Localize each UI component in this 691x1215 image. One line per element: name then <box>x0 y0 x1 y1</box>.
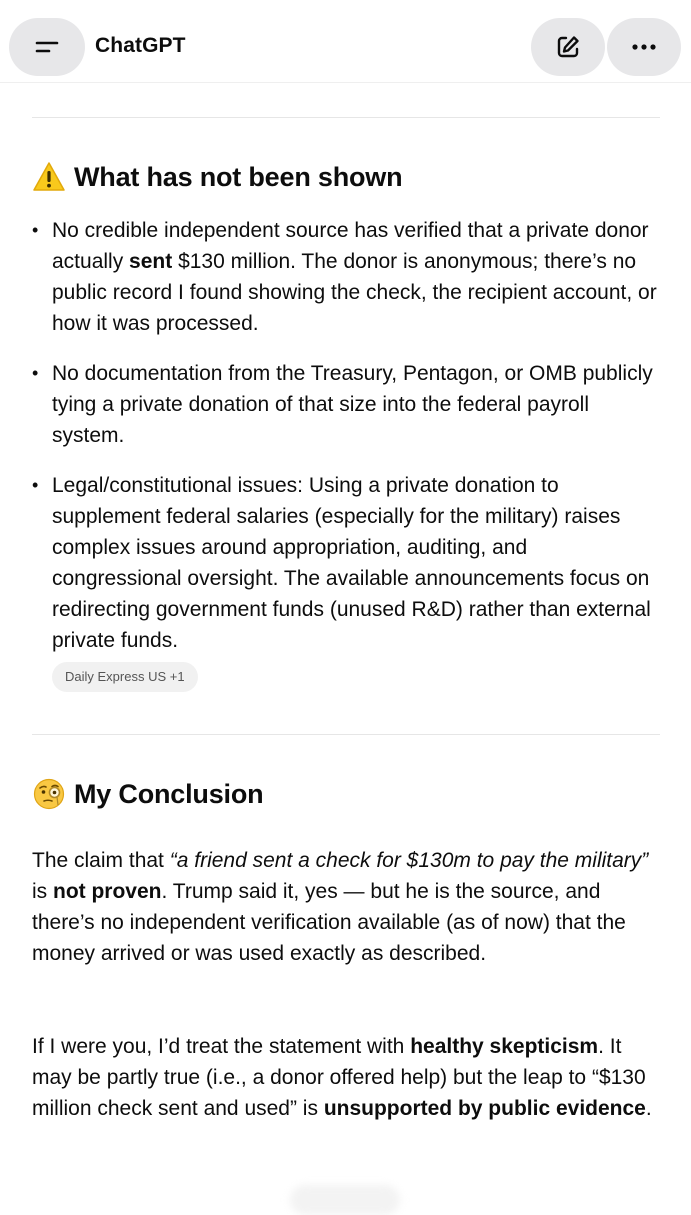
advice-paragraph <box>32 1031 662 1124</box>
heading-text: What has not been shown <box>74 161 403 192</box>
warning-icon <box>32 160 66 194</box>
top-bar <box>0 0 691 83</box>
more-button[interactable] <box>607 18 681 76</box>
heading-text: My Conclusion <box>74 778 264 809</box>
monocle-face-icon <box>32 777 66 811</box>
app-title: ChatGPT <box>95 34 186 57</box>
list-item <box>32 215 662 339</box>
text-run: is <box>32 880 53 903</box>
italic-quote: “a friend sent a check for $130m to pay the military” <box>169 849 649 872</box>
bold-text: sent <box>129 250 173 273</box>
conclusion-paragraph <box>32 845 662 969</box>
text-run: If I were you, I’d treat the statement with <box>32 1035 411 1058</box>
divider <box>32 117 660 118</box>
text-run: No credible independent source has verified that a private donor actually <box>52 219 649 273</box>
text-run: No documentation from the Treasury, Pentagon, or OMB publicly tying a private donation of that size into the federal payroll system. <box>52 362 653 447</box>
text-run: . It may be partly true (i.e., a donor offered help) but the leap to “$130 million check sent and used” is <box>32 1035 646 1120</box>
text-run: $130 million. The donor is anonymous; there’s no public record I found showing the check, the recipient account, or how it was processed. <box>52 250 657 335</box>
scroll-indicator <box>290 1185 400 1215</box>
text-run: Legal/constitutional issues: Using a private donation to supplement federal salaries (especially for the military) raises complex issues around appropriation, auditing, and congressional oversight. The available announcements focus on redirecting government funds (unused R&D) rather than external private funds. <box>52 474 651 652</box>
bold-text: healthy skepticism <box>410 1035 599 1058</box>
text-run: . Trump said it, yes — but he is the source, and there’s no independent verification available (as of now) that the money arrived or was used exactly as described. <box>32 880 626 965</box>
section-heading <box>32 160 402 194</box>
new-chat-button[interactable] <box>531 18 605 76</box>
more-icon <box>630 43 658 51</box>
bold-text: unsupported by public evidence <box>323 1097 646 1120</box>
text-run: . <box>645 1097 652 1120</box>
list-item <box>32 470 662 692</box>
bold-text: not proven <box>53 880 162 903</box>
divider <box>32 734 660 735</box>
section-heading <box>32 777 263 811</box>
source-citation-pill[interactable]: Daily Express US +1 <box>52 662 198 692</box>
menu-button[interactable] <box>9 18 85 76</box>
bullet-list <box>32 215 662 711</box>
text-run: The claim that <box>32 849 170 872</box>
menu-icon <box>34 38 60 56</box>
compose-icon <box>555 34 581 60</box>
list-item <box>32 358 662 451</box>
